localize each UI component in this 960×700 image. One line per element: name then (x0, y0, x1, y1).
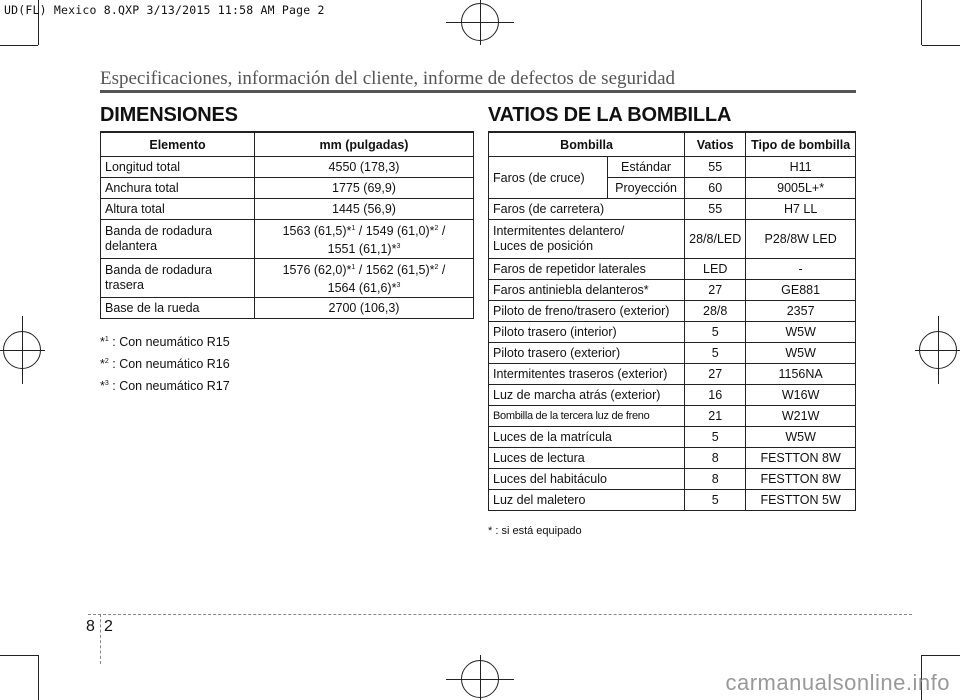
value-part: / (438, 263, 446, 277)
watermark: carmanualsonline.info (725, 670, 950, 695)
table-row (489, 322, 856, 343)
bulbs-title: VATIOS DE LA BOMBILLA (488, 104, 732, 126)
crop-mark (38, 655, 39, 700)
row-type: W16W (746, 385, 856, 406)
row-watts: 55 (685, 157, 746, 178)
row-watts: 28/8 (685, 301, 746, 322)
table-row (101, 199, 474, 220)
row-watts: 27 (685, 280, 746, 301)
table-row (489, 385, 856, 406)
footnote-mark: * (100, 357, 105, 372)
footnote-mark: * (100, 335, 105, 350)
crop-mark (0, 45, 38, 46)
row-type: FESTTON 5W (746, 490, 856, 511)
row-label: Longitud total (101, 157, 255, 178)
col-header-type: Tipo de bombilla (746, 132, 856, 157)
col-header-watts: Vatios (685, 132, 746, 157)
col-header-item: Elemento (101, 132, 255, 157)
print-slug: UD(FL) Mexico 8.QXP 3/13/2015 11:58 AM Page 2 (4, 3, 325, 17)
row-type: GE881 (746, 280, 856, 301)
registration-line (938, 316, 939, 384)
row-watts: LED (685, 259, 746, 280)
row-watts: 27 (685, 364, 746, 385)
row-type: W5W (746, 343, 856, 364)
footnote-sup: 2 (434, 263, 439, 271)
row-type: W21W (746, 406, 856, 427)
col-header-bulb: Bombilla (489, 132, 685, 157)
table-row (489, 364, 856, 385)
row-label (101, 220, 255, 259)
registration-line (480, 0, 481, 45)
footer-rule (88, 614, 912, 615)
table-row (489, 343, 856, 364)
row-value: 2700 (106,3) (255, 298, 474, 319)
table-row (489, 259, 856, 280)
row-type: FESTTON 8W (746, 469, 856, 490)
header-rule (100, 90, 856, 93)
footnote-sup: 3 (396, 282, 401, 289)
footnote-sup: 1 (351, 224, 356, 232)
row-label: Piloto trasero (exterior) (489, 343, 685, 364)
crop-mark (922, 655, 960, 656)
row-watts: 5 (685, 343, 746, 364)
dimensions-table (100, 131, 474, 319)
page-number: 2 (104, 618, 113, 635)
table-row (489, 490, 856, 511)
table-row (101, 220, 474, 259)
row-type: - (746, 259, 856, 280)
table-row (101, 157, 474, 178)
footnote-sup: 1 (351, 263, 356, 271)
row-type: H7 LL (746, 199, 856, 220)
footnote-text: : Con neumático R17 (108, 379, 230, 394)
registration-line (480, 655, 481, 700)
row-label-line: Banda de rodadura (105, 224, 213, 238)
crop-mark (0, 655, 38, 656)
table-row (489, 427, 856, 448)
row-label-line: Luces de posición (493, 239, 594, 253)
row-sublabel: Estándar (608, 157, 685, 178)
row-type: P28/8W LED (746, 220, 856, 259)
row-type: H11 (746, 157, 856, 178)
crop-mark (921, 0, 922, 45)
row-label: Faros de repetidor laterales (489, 259, 685, 280)
footnote-sup: 2 (104, 358, 109, 366)
footnote-mark: * (100, 379, 105, 394)
footnote (100, 330, 230, 352)
row-label: Luz del maletero (489, 490, 685, 511)
row-label: Faros (de cruce) (489, 157, 608, 199)
table-row (489, 406, 856, 427)
page-number-rule (100, 614, 102, 664)
row-watts: 8 (685, 448, 746, 469)
row-watts: 5 (685, 427, 746, 448)
row-watts: 5 (685, 322, 746, 343)
footnote-text: : Con neumático R15 (108, 335, 230, 350)
row-label: Faros (de carretera) (489, 199, 685, 220)
row-watts: 16 (685, 385, 746, 406)
row-value: 4550 (178,3) (255, 157, 474, 178)
row-value (255, 259, 474, 298)
table-row (101, 298, 474, 319)
footnote-sup: 1 (104, 336, 109, 343)
row-type: 9005L+* (746, 178, 856, 199)
value-part: / 1549 (61,0)* (355, 224, 435, 238)
row-sublabel: Proyección (608, 178, 685, 199)
row-watts: 60 (685, 178, 746, 199)
table-row (489, 220, 856, 259)
row-label: Base de la rueda (101, 298, 255, 319)
row-watts: 28/8/LED (685, 220, 746, 259)
bulbs-footnote: * : si está equipado (488, 525, 582, 537)
dimensions-title: DIMENSIONES (100, 104, 238, 126)
row-label: Piloto trasero (interior) (489, 322, 685, 343)
table-header-row (101, 132, 474, 157)
row-label: Luces del habitáculo (489, 469, 685, 490)
row-label: Bombilla de la tercera luz de freno (489, 406, 685, 427)
value-part: 1564 (61,6)* (327, 281, 397, 296)
row-label: Luz de marcha atrás (exterior) (489, 385, 685, 406)
row-label: Luces de lectura (489, 448, 685, 469)
row-label-line: Intermitentes delantero/ (493, 224, 625, 238)
row-label: Anchura total (101, 178, 255, 199)
value-part: 1576 (62,0)* (282, 263, 352, 277)
row-watts: 21 (685, 406, 746, 427)
row-label: Piloto de freno/trasero (exterior) (489, 301, 685, 322)
row-label (489, 220, 685, 259)
row-label: Altura total (101, 199, 255, 220)
bulbs-table (488, 131, 856, 511)
table-row (489, 301, 856, 322)
table-row (101, 259, 474, 298)
row-type: W5W (746, 322, 856, 343)
row-type: 1156NA (746, 364, 856, 385)
col-header-value: mm (pulgadas) (255, 132, 474, 157)
row-label (101, 259, 255, 298)
section-number: 8 (86, 618, 95, 635)
row-label-line: Banda de rodadura (105, 263, 213, 277)
registration-line (22, 316, 23, 384)
row-watts: 5 (685, 490, 746, 511)
value-part: 1551 (61,1)* (327, 242, 397, 257)
table-row (489, 280, 856, 301)
row-value: 1775 (69,9) (255, 178, 474, 199)
dimensions-footnotes (100, 330, 230, 396)
footnote-sup: 2 (434, 224, 439, 232)
table-row (489, 157, 856, 178)
footnote-sup: 3 (104, 380, 109, 388)
footnote (100, 374, 230, 396)
row-value: 1445 (56,9) (255, 199, 474, 220)
row-label-line: delantera (105, 239, 158, 253)
footnote (100, 352, 230, 374)
row-type: 2357 (746, 301, 856, 322)
row-type: W5W (746, 427, 856, 448)
value-part: / 1562 (61,5)* (355, 263, 435, 277)
table-row (489, 199, 856, 220)
table-row (489, 448, 856, 469)
row-value (255, 220, 474, 259)
footnote-text: : Con neumático R16 (108, 357, 230, 372)
row-watts: 8 (685, 469, 746, 490)
table-row (489, 469, 856, 490)
table-header-row (489, 132, 856, 157)
row-label: Intermitentes traseros (exterior) (489, 364, 685, 385)
row-type: FESTTON 8W (746, 448, 856, 469)
row-label-line: trasera (105, 278, 144, 292)
page-header: Especificaciones, información del cliente, informe de defectos de seguridad (100, 68, 676, 89)
row-label: Luces de la matrícula (489, 427, 685, 448)
table-row (101, 178, 474, 199)
value-part: 1563 (61,5)* (282, 224, 352, 238)
crop-mark (922, 45, 960, 46)
footnote-sup: 3 (396, 243, 401, 250)
row-watts: 55 (685, 199, 746, 220)
row-label: Faros antiniebla delanteros* (489, 280, 685, 301)
value-part: / (438, 224, 446, 238)
